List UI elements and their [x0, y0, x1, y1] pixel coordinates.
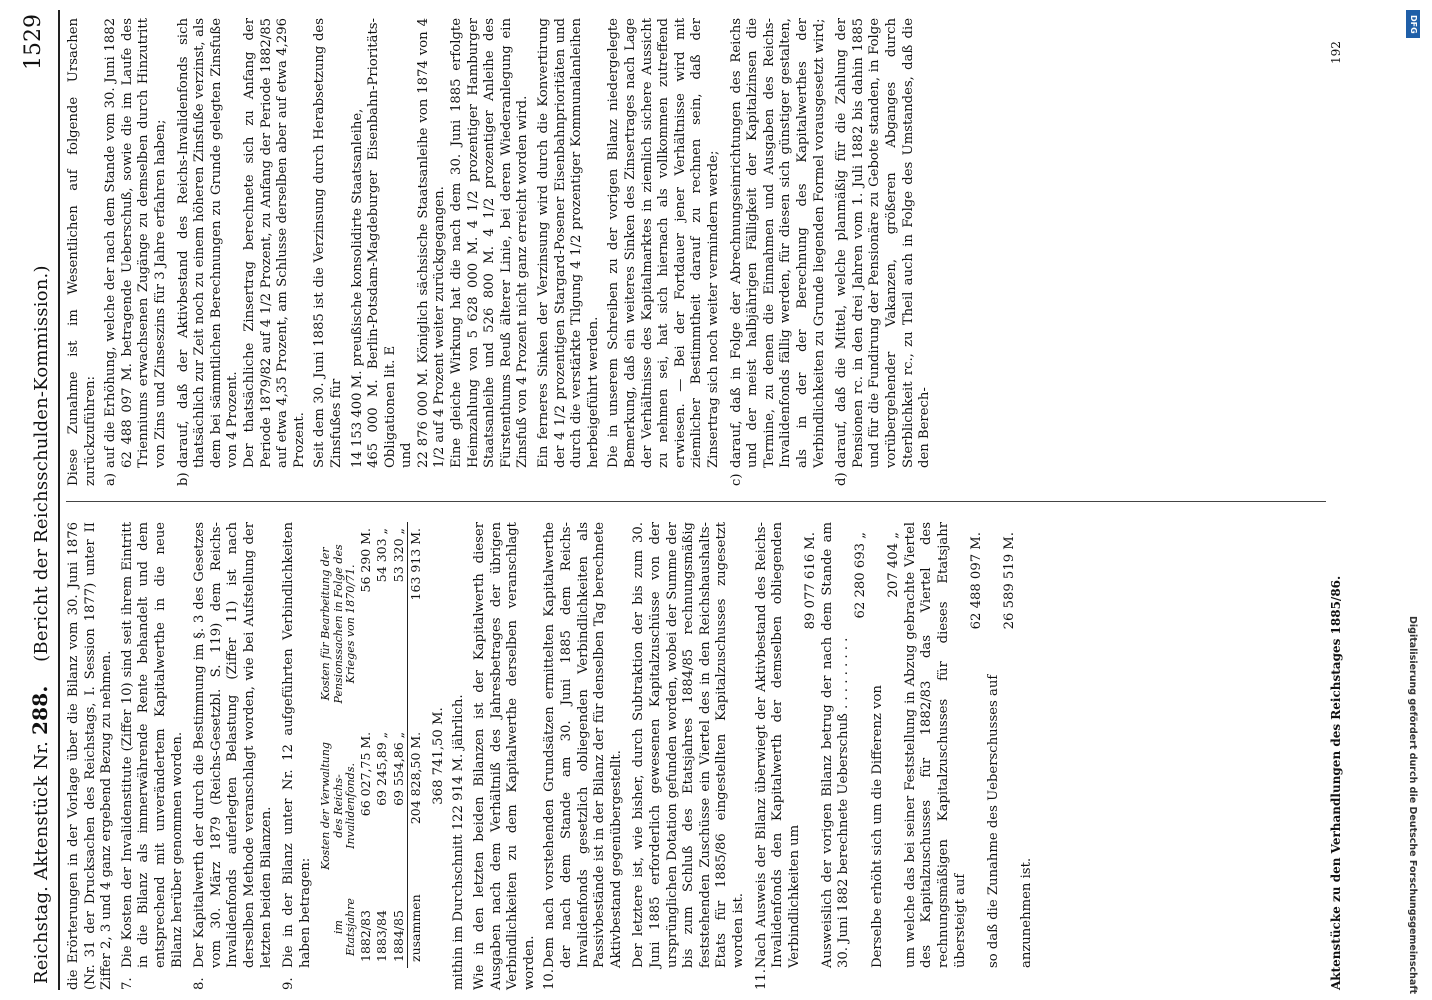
- running-head-subtitle: (Bericht der Reichsschulden-Kommission.): [31, 265, 52, 662]
- header-rule: [58, 10, 60, 990]
- item-10-continued-text: Der letztere ist, wie bisher, durch Subtraktion der bis zum 30. Juni 1885 erforderlich gewesenen Kapitalzuschüsse von der ursprünglichen Dotation gefunden worden, wobei der Summe der bis zum Schluß des Etatsjahres 1884/85 rechnungsmäßig feststehenden Zuschüsse ein Viertel des in den Reichshaushalts-Etats für 1885/86 eingestellten Kapitalzuschusses zugesetzt worden ist.: [631, 522, 746, 968]
- reason-a-text: auf die Erhöhung, welche der nach dem Stande vom 30. Juni 1882 62 488 097 M. betragende Ueberschuß, sowie die im Laufe des Trienniums erwachsenen Zugänge zu demselben durch Hinzutritt von Zins und Zinseszins für 3 Jahre erfahren haben;: [103, 18, 168, 468]
- col-pension-costs-header: Kosten für Bearbeitung der Pensionssachen in Folge des Krieges von 1870/71.: [319, 544, 358, 704]
- table-row: [374, 522, 391, 968]
- page-footer: Aktenstücke zu den Verhandlungen des Reichstages 1885/86.: [1329, 575, 1343, 990]
- item-8-number: 8.: [192, 977, 208, 990]
- page-header: [6, 6, 56, 994]
- item-7-text: Die Kosten der Invalidenstitute (Ziffer 10) sind seit ihrem Eintritt in die Bilanz als immerwährende Rente behandelt und dem entsprechend mit unverändertem Kapitalwerthe in die neue Bilanz herüber genommen worden.: [119, 522, 185, 968]
- table-cell-pension: 53 320 „: [390, 528, 406, 583]
- item-8-text: Der Kapitalwerth der durch die Bestimmung im §. 3 des Gesetzes vom 30. März 1879 (Reichs-Gesetzbl. S. 119) dem Reichs-Invalidenfonds auferlegten Belastung (Ziffer 11) ist nach derselben Methode veranschlagt worden, wie bei Aufstellung der letzten beiden Bilanzen.: [192, 522, 274, 968]
- reason-b-interest-paragraph: Der thatsächliche Zinsertrag berechnete sich zu Anfang der Periode 1879/82 auf 4 1/2 Prozent, zu Anfang der Periode 1882/85 auf etwa 4,35 Prozent, am Schlusse derselben aber auf etwa 4,296 Prozent.: [241, 18, 307, 468]
- reason-a: [103, 18, 169, 486]
- valuation-paragraph: Wie in den letzten beiden Bilanzen ist der Kapitalwerth dieser Ausgaben nach dem Verhältniß des Jahresbetrages der übrigen Verbindlichkeiten zu dem Kapitalwerthe derselben veranschlagt worden.: [472, 522, 537, 990]
- reason-b-text: darauf, daß der Aktivbestand des Reichs-Invalidenfonds sich thatsächlich zur Zeit noch zu einem höheren Zinsfuße verzinst, als dem bei sämmtlichen Berechnungen zu Grunde gelegten Zinsfuße von 4 Prozent.: [175, 18, 241, 468]
- adjusted-surplus-amount: 62 488 097 M.: [969, 532, 985, 630]
- item-10-text: Dem nach vorstehenden Grundsätzen ermittelten Kapitalwerthe der nach dem Stande am 30. Juni 1885 dem Reichs-Invalidenfonds gesetzlich obliegenden Verbindlichkeiten als Passivbestände ist in der Bilanz der für denselben Tag berechnete Aktivbestand gegenübergestellt.: [542, 522, 624, 968]
- bond-3-description: Königlich sächsische Staatsanleihe von 1874 von 4 1/2 auf 4 Prozent weiter zurückgegangen.: [415, 18, 448, 468]
- item-11: [754, 522, 1036, 990]
- total-amount: 368 741,50 M.: [430, 707, 446, 805]
- reason-a-label: a): [103, 472, 119, 486]
- table-sum-row: [408, 522, 425, 968]
- rotated-page-content: [6, 6, 1416, 994]
- item-11-text: Nach Ausweis der Bilanz überwiegt der Aktivbestand des Reichs-Invalidenfonds den Kapitalwerth der demselben obliegenden Verbindlichkeiten um: [753, 522, 802, 968]
- signature-mark: 192: [1329, 41, 1343, 64]
- table-cell-pension: 54 303 „: [374, 528, 390, 583]
- previous-balance-text: Ausweislich der vorigen Bilanz betrug der nach dem Stande am 30. Juni 1882 berechnete Ueberschuß . . . . . . . . .: [819, 522, 852, 968]
- bond-line-2: [366, 18, 399, 468]
- col-year-header: im Etatsjahre: [331, 898, 358, 956]
- item-9: [281, 522, 314, 990]
- running-head-title: Reichstag. Aktenstück Nr.: [31, 740, 52, 984]
- difference-explanation: um welche das bei seiner Feststellung in Abzug gebrachte Viertel des Kapitalzuschusses für 1882/83 das Viertel des rechnungsmäßigen Kapitalzuschusses für dieses Etatsjahr übersteigt auf: [902, 522, 968, 968]
- reason-b-repayment-paragraph: Eine gleiche Wirkung hat die nach dem 30. Juni 1885 erfolgte Heimzahlung von 5 628 000 M. 4 1/2 prozentiger Hamburger Staatsanleihe und 526 800 M. 4 1/2 prozentiger Anleihe des Fürstenthums Reuß älterer Linie, bei deren Wiederanlegung ein Zinsfuß von 4 Prozent nicht ganz erreicht worden wird.: [449, 18, 531, 468]
- increase-text: so daß die Zunahme des Ueberschusses auf: [985, 674, 1001, 968]
- reason-b-reduction-paragraph: Seit dem 30. Juni 1885 ist die Verzinsung durch Herabsetzung des Zinsfußes für: [312, 18, 344, 468]
- table-cell-admin: 66 027,75 M.: [357, 731, 373, 817]
- surplus-amount: 89 077 616 M.: [803, 532, 819, 630]
- running-head: [28, 265, 52, 984]
- table-cell-admin: 69 554,86 „: [390, 731, 406, 806]
- reason-b-conversion-paragraph: Ein ferneres Sinken der Verzinsung wird durch die Konvertirung der 4 1/2 prozentigen Stargard-Posener Eisenbahnprioritäten und durch die verstärkte Tilgung 4 1/2 prozentiger Kommunalanleihen herbeigeführt werden.: [536, 18, 601, 468]
- bond-1-amount: 14 153 400 M.: [349, 370, 365, 468]
- reason-d: [834, 18, 934, 486]
- cost-table-header: [320, 522, 358, 968]
- document-number: 288.: [28, 685, 52, 736]
- reason-c-text: darauf, daß in Folge der Abrechnungseinrichtungen des Reichs und der meist halbjährigen Fälligkeit der Kapitalzinsen die Termine, zu denen die Einnahmen und Ausgaben des Reichs-Invalidenfonds fällig werden, für diesen sich günstiger gestalten, als in der der Berechnung des Kapitalwerthes der Verbindlichkeiten zu Grunde liegenden Formel vorausgesetzt wird;: [728, 18, 827, 468]
- item-11-number: 11.: [753, 969, 769, 990]
- bond-line-1: [350, 18, 367, 468]
- right-intro-paragraph: Diese Zunahme ist im Wesentlichen auf folgende Ursachen zurückzuführen:: [66, 18, 98, 486]
- table-sum-admin: 204 828,50 M.: [408, 726, 425, 886]
- bond-2-amount: 465 000 M.: [366, 379, 382, 468]
- dfg-logo: DFG: [1406, 10, 1420, 38]
- item-10-number: 10.: [542, 969, 558, 990]
- table-cell-pension: 56 290 M.: [357, 528, 373, 593]
- item-10: [542, 522, 625, 990]
- bond-1-description: preußische konsolidirte Staatsanleihe,: [349, 108, 365, 367]
- item-7-number: 7.: [119, 977, 135, 990]
- column-divider: [66, 501, 1326, 502]
- item-9-number: 9.: [281, 977, 297, 990]
- cost-table: [320, 522, 425, 968]
- digitization-credit: Digitalisierung gefördert durch die Deutsche Forschungsgemeinschaft: [1407, 616, 1418, 994]
- bond-3-amount: 22 876 000 M.: [415, 368, 431, 468]
- average-line: mithin im Durchschnitt 122 914 M. jährlich.: [451, 694, 467, 990]
- increase-amount: 26 589 519 M.: [1002, 532, 1018, 630]
- col-admin-costs-header: Kosten der Verwaltung des Reichs-Invalidenfonds.: [319, 742, 358, 870]
- reason-c: [729, 18, 829, 486]
- item-8: [192, 522, 275, 990]
- table-cell-year: 1884/85: [390, 910, 406, 962]
- reason-d-label: d): [834, 472, 850, 486]
- table-row: [358, 522, 375, 968]
- item-9-text: Die in der Bilanz unter Nr. 12 aufgeführten Verbindlichkeiten haben betragen:: [281, 522, 313, 968]
- page-number: 1529: [21, 14, 46, 70]
- reason-b-label: b): [175, 472, 191, 486]
- reason-c-label: c): [728, 473, 744, 486]
- previous-surplus-amount: 62 280 693 „: [853, 532, 869, 619]
- reason-b-outlook-paragraph: Die in unserem Schreiben zu der vorigen Bilanz niedergelegte Bemerkung, daß ein weiteres Sinken des Zinsertrages nach Lage der Verhältnisse des Kapitalmarktes in ziemlich sichere Aussicht zu nehmen sei, hat sich hiernach als vollkommen zutreffend erwiesen. — Bei der Fortdauer jener Verhältnisse wird mit ziemlicher Bestimmtheit darauf zu rechnen sein, daß der Zinsertrag sich noch weiter vermindern werde;: [606, 18, 721, 468]
- difference-amount: 207 404 „: [886, 532, 902, 598]
- item-7: [120, 522, 186, 990]
- table-row: [391, 522, 408, 968]
- item-10-continued: [631, 522, 747, 990]
- difference-text: Derselbe erhöht sich um die Differenz von: [869, 685, 885, 968]
- right-column: [66, 18, 940, 486]
- bond-2-description: Berlin-Potsdam-Magdeburger Eisenbahn-Prioritäts-Obligationen lit. E: [366, 18, 398, 468]
- left-intro-paragraph: die Erörterungen in der Vorlage über die Bilanz vom 30. Juni 1876 (Nr. 31 der Drucksachen des Reichstags, I. Session 1877) unter II Ziffer 2, 3 und 4 ganz ergebend Bezug zu nehmen.: [66, 522, 115, 990]
- table-cell-year: 1883/84: [374, 910, 390, 962]
- table-cell-admin: 69 245,89 „: [374, 731, 390, 806]
- table-cell-year: 1882/83: [357, 910, 373, 962]
- left-column: [66, 522, 1042, 990]
- bond-and: und: [399, 442, 415, 468]
- reason-b: [176, 18, 723, 486]
- table-sum-pension: 163 913 M.: [408, 522, 425, 726]
- reason-d-text: darauf, daß die Mittel, welche planmäßig für die Zahlung der Pensionen rc. in den drei Jahren vom 1. Juli 1882 bis dahin 1885 und für die Fundirung der Pensionäre zu Gebote standen, in Folge vorübergehender Vakanzen, größeren Abganges durch Sterblichkeit rc., zu Theil auch in Folge des Umstandes, daß die den Berech-: [834, 18, 933, 468]
- assumed-text: anzunehmen ist.: [1019, 857, 1034, 968]
- bond-line-3: [416, 18, 449, 468]
- dfg-credit-strip: [1396, 4, 1430, 996]
- table-sum-label: zusammen: [408, 886, 425, 968]
